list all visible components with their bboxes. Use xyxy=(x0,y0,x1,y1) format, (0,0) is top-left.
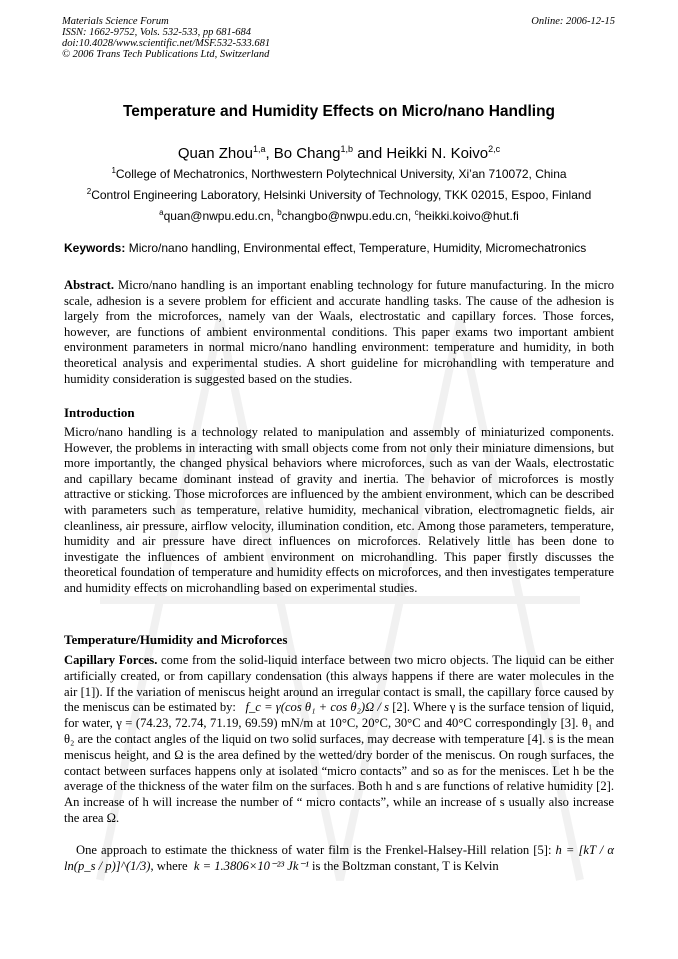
affiliation-1 xyxy=(0,166,678,181)
keywords-label: Keywords: xyxy=(64,241,126,255)
email-sup: a xyxy=(159,208,164,217)
author-name: , Bo Chang xyxy=(265,145,341,162)
author-name: and Heikki N. Koivo xyxy=(353,145,489,162)
capillary-paragraph xyxy=(64,653,614,827)
keywords-text: Micro/nano handling, Environmental effect, Temperature, Humidity, Micromechatronics xyxy=(125,241,587,255)
capillary-text: come from the solid-liquid interface between two micro objects. The liquid can be either artificially created, or from capillary condensation (this always happens if there are water molecules in the air [1]). If the variation of meniscus height around an irregular contact is small, the capillary force caused by the meniscus can be estimated by: xyxy=(64,653,614,715)
email-sup: b xyxy=(277,208,282,217)
section-heading-temperature-humidity: Temperature/Humidity and Microforces xyxy=(64,632,288,647)
copyright-line: © 2006 Trans Tech Publications Ltd, Switzerland xyxy=(62,49,270,60)
author-sup: 1,b xyxy=(340,144,354,154)
fhh-text-end: is the Boltzman constant, T is Kelvin xyxy=(308,858,499,873)
capillary-text-cont: [2]. Where γ is the surface tension of liquid, for water, γ = (74.23, 72.74, 71.19, 69.59) mN/m at 10°C, 20°C, 30°C and 40°C correspondingly [3]. θ₁ and θ₂ are the contact angles of the liquid on two solid surfaces, may decrease with temperature [4]. s is the mean meniscus height, and Ω is the area defined by the wetted/dry border of the meniscus. On rough surfaces, the contact between surfaces happens only at isolated “micro contacts” and so as for the menisces. Let h be the average of the thickness of the water film on the surfaces. Both h and s are functions of relative humidity [2]. An increase of h will increase the number of “ micro contacts”, while an increase of s usually also increase the area Ω. xyxy=(64,700,614,825)
email-link[interactable]: changbo@nwpu.edu.cn, xyxy=(281,209,415,223)
affiliation-text: Control Engineering Laboratory, Helsinki University of Technology, TKK 02015, Espoo, Finland xyxy=(91,188,592,202)
fhh-text: One approach to estimate the thickness of water film is the Frenkel-Halsey-Hill relation [5]: xyxy=(76,843,552,857)
abstract-text: Micro/nano handling is an important enabling technology for future manufacturing. In the micro scale, adhesion is a severe problem for efficient and accurate handling tasks. The cause of the adhesion is largely from the microforces, namely van der Waals, electrostatic and capillary forces. Those forces, however, are functions of ambient environmental conditions. This paper exams two important ambient environment parameters in normal micro/nano handling environment: temperature and humidity, in both theoretical analysis and experimental studies. A short guideline for microhandling with temperature and humidity consideration is suggested based on the studies. xyxy=(64,278,614,386)
email-sup: c xyxy=(414,208,419,217)
introduction-paragraph: Micro/nano handling is a technology related to manipulation and assembly of miniaturized components. However, the problems in interacting with small objects come from not only their miniature dimensions, but more importantly, the changed physical behaviors where microforces, such as van der Waals, electrostatic and capillary became dominant instead of gravity and inertia. The behavior of microforces is mostly attractive or sticking. Those microforces are influenced by the ambient environment, which can be described with parameters such as temperature, relative humidity, mechanical vibration, electromagnetic fields, air cleanliness, air pressure, airflow velocity, illumination condition, etc. Among those parameters, temperature, humidity and air pressure have direct influences on microforces. Relatively little has been done to investigate the influences of ambient environment on microhandling. This paper firstly discusses the theoretical foundation of temperature and humidity effects on microforces, and then investigates temperature and humidity effects on microhandling based on experimental studies. xyxy=(64,425,614,595)
fhh-text-cont: , where xyxy=(150,858,188,873)
affiliation-2 xyxy=(0,187,678,202)
keywords-line xyxy=(64,241,624,255)
capillary-label: Capillary Forces. xyxy=(64,653,158,667)
online-date: Online: 2006-12-15 xyxy=(531,16,615,27)
affiliation-sup: 2 xyxy=(86,187,92,196)
paper-title: Temperature and Humidity Effects on Micro/nano Handling xyxy=(122,103,556,120)
abstract-paragraph xyxy=(64,278,614,387)
boltzmann-equation: k = 1.3806×10⁻²³ Jk⁻¹ xyxy=(193,858,309,873)
author-sup: 2,c xyxy=(488,144,501,154)
journal-name: Materials Science Forum xyxy=(62,16,169,27)
email-line xyxy=(0,208,678,223)
section-heading-introduction: Introduction xyxy=(64,405,135,420)
affiliation-sup: 1 xyxy=(111,166,116,175)
issn-line: ISSN: 1662-9752, Vols. 532-533, pp 681-684 xyxy=(62,27,251,38)
author-name: Quan Zhou xyxy=(177,145,253,162)
abstract-label: Abstract. xyxy=(64,278,115,292)
author-line xyxy=(0,144,678,162)
affiliation-text: College of Mechatronics, Northwestern Polytechnical University, Xi’an 710072, China xyxy=(115,167,567,181)
author-sup: 1,a xyxy=(252,144,266,154)
fhh-paragraph xyxy=(64,843,614,875)
email-link[interactable]: heikki.koivo@hut.fi xyxy=(418,209,519,223)
email-link[interactable]: quan@nwpu.edu.cn, xyxy=(163,209,278,223)
doi-link[interactable]: doi:10.4028/www.scientific.net/MSF.532-533.681 xyxy=(62,38,271,49)
capillary-equation: f_c = γ(cos θ₁ + cos θ₂)Ω / s xyxy=(245,700,389,715)
fhh-equation: h = [kT / α ln(p_s / p)]^(1/3) xyxy=(64,843,614,873)
